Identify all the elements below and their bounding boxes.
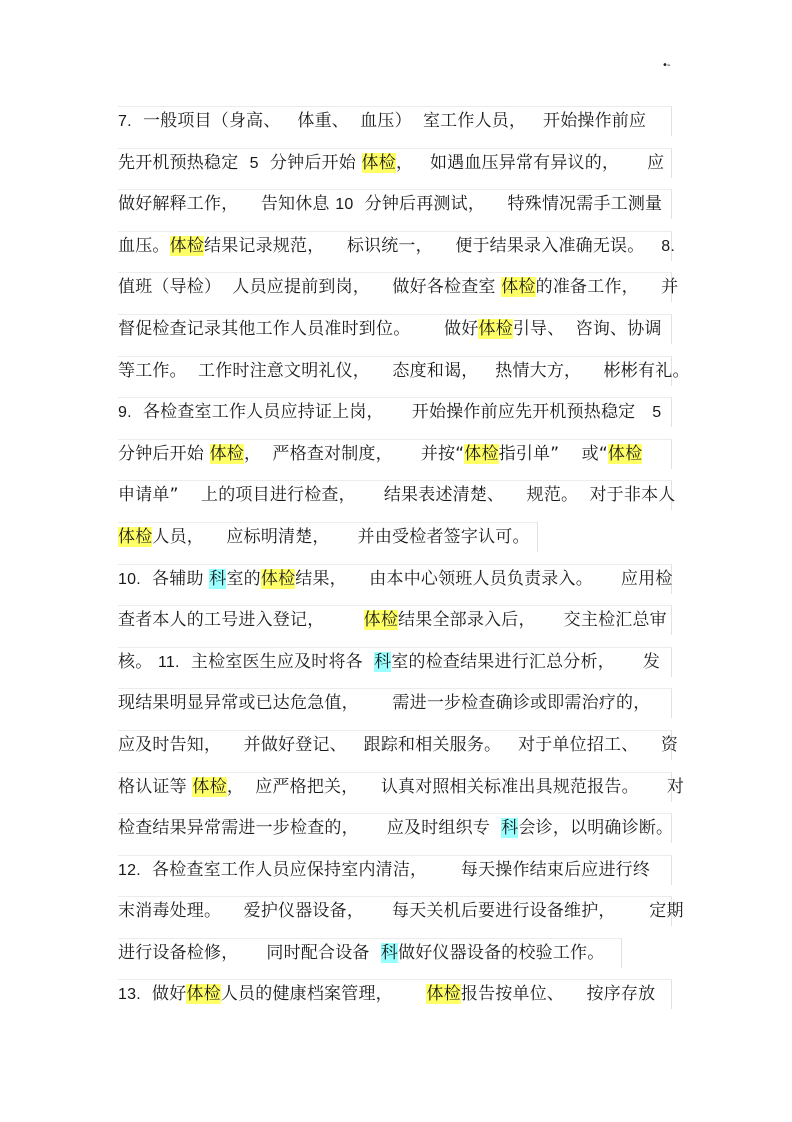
text-run: 做好 — [140, 984, 187, 1005]
item-number: 10. — [118, 570, 141, 588]
text-run: 引导、 咨询、协调 — [512, 318, 662, 339]
text-run: 等工作。 工作时注意文明礼仪， 态度和谒， 热情大方， 彬彬有礼。 — [118, 360, 690, 381]
line-text — [118, 399, 661, 426]
text-run: 分钟后开始 — [258, 152, 362, 173]
text-run: ， 应严格把关， 认真对照相关标准出具规范报告。 对 — [226, 776, 685, 797]
highlighted-term: 体检 — [607, 443, 643, 464]
item-number: 10 — [335, 196, 354, 214]
highlighted-term: 体检 — [169, 235, 205, 256]
line-text — [118, 940, 604, 966]
line-text — [118, 898, 684, 924]
line-text — [118, 690, 650, 716]
text-run: 结果， 由本中心领班人员负责录入。 应用检 — [295, 568, 673, 589]
line-text — [118, 774, 684, 800]
highlighted-term: 体检 — [209, 443, 245, 464]
text-line — [118, 308, 672, 350]
text-run: 报告按单位、 按序存放 — [460, 984, 656, 1005]
item-number: 5 — [249, 154, 259, 172]
text-run: 分钟后开始 — [118, 443, 210, 464]
text-line — [118, 599, 672, 641]
text-run: 各检查室工作人员应持证上岗， 开始操作前应先开机预热稳定 — [131, 402, 653, 423]
line-text — [118, 482, 675, 508]
line-text — [118, 274, 678, 300]
text-line — [118, 807, 672, 849]
text-run: 的准备工作， 并 — [535, 277, 679, 298]
highlighted-term: 体检 — [363, 610, 399, 631]
text-run: 查者本人的工号进入登记， — [118, 610, 364, 631]
highlighted-term: 体检 — [426, 984, 461, 1005]
item-number: 13. — [118, 986, 141, 1004]
text-line — [118, 516, 672, 558]
text-run: 做好仪器设备的校验工作。 — [398, 942, 605, 963]
page-corner-mark: •- — [662, 60, 670, 71]
text-run: 格认证等 — [118, 776, 193, 797]
text-line — [118, 183, 672, 225]
text-run: 一般项目（身高、 体重、 血压） 室工作人员， 开始操作前应 — [131, 111, 647, 131]
item-number: 7. — [118, 113, 132, 130]
text-line — [118, 266, 679, 308]
text-run: 做好解释工作， 告知休息 — [118, 194, 336, 215]
highlighted-term: 体检 — [192, 776, 227, 797]
highlighted-term: 体检 — [186, 984, 221, 1005]
text-run: 先开机预热稳定 — [118, 152, 250, 173]
text-run: 现结果明显异常或已达危急值， 需进一步检查确诊或即需治疗的， — [118, 693, 651, 714]
text-run: 室的 — [226, 568, 261, 589]
text-line — [118, 474, 676, 516]
text-line — [118, 558, 672, 600]
text-line — [118, 225, 676, 267]
text-line — [118, 890, 684, 932]
text-run: 各检查室工作人员应保持室内清洁， 每天操作结束后应进行终 — [140, 859, 651, 880]
item-number: 5 — [652, 404, 662, 422]
text-run: 结果记录规范， 标识统一， 便于结果录入准确无误。 — [204, 235, 662, 256]
highlighted-term: 体检 — [464, 443, 499, 464]
text-run: 主检室医生应及时将各 — [179, 651, 375, 672]
text-run: 应及时告知， 并做好登记、 跟踪和相关服务。 对于单位招工、 资 — [118, 734, 679, 755]
highlighted-dept: 科 — [380, 942, 399, 963]
text-run: 人员， 应标明清楚， 并由受检者签字认可。 — [152, 526, 530, 547]
item-number: 8. — [661, 237, 676, 255]
text-line — [118, 391, 672, 433]
text-line — [118, 973, 672, 1015]
text-run: 分钟后再测试， 特殊情况需手工测量 — [353, 194, 663, 215]
line-text — [118, 233, 675, 260]
text-run: 室的检查结果进行汇总分析， 发 — [391, 651, 661, 672]
text-run: ， 如遇血压异常有异议的， 应 — [395, 152, 665, 173]
line-text — [118, 815, 673, 841]
line-text — [118, 150, 664, 177]
highlighted-term: 体检 — [118, 526, 153, 547]
text-run: 各辅助 — [140, 568, 210, 589]
text-run: 人员的健康档案管理， — [220, 984, 427, 1005]
line-text — [118, 607, 667, 633]
text-run: ， 严格查对制度， 并按“ — [244, 443, 465, 464]
item-number: 9. — [118, 404, 132, 422]
highlighted-term: 体检 — [501, 277, 536, 298]
text-run: 检查结果异常需进一步检查的， 应及时组织专 — [118, 818, 502, 839]
highlighted-dept: 科 — [209, 568, 227, 589]
text-run: 申请单” 上的项目进行检查， 结果表述清楚、 规范。 对于非本人 — [118, 485, 676, 506]
text-run: 值班（导检） 人员应提前到岗， 做好各检查室 — [118, 277, 502, 298]
line-text — [118, 316, 662, 342]
line-text — [118, 649, 660, 676]
text-run: 核。 — [118, 651, 159, 672]
text-line — [118, 433, 672, 475]
highlighted-dept: 科 — [501, 818, 519, 839]
line-text — [118, 981, 655, 1008]
line-text — [118, 358, 690, 384]
line-text — [118, 857, 650, 884]
line-text — [118, 566, 673, 593]
highlighted-term: 体检 — [478, 318, 513, 339]
highlighted-term: 体检 — [260, 568, 296, 589]
text-run: 末消毒处理。 爱护仪器设备， 每天关机后要进行设备维护， 定期 — [118, 901, 684, 922]
text-line — [118, 724, 679, 766]
text-run: 督促检查记录其他工作人员准时到位。 做好 — [118, 318, 479, 339]
text-run: 血压。 — [118, 235, 170, 256]
item-number: 11. — [158, 653, 180, 671]
highlighted-term: 体检 — [361, 152, 396, 173]
text-line — [118, 641, 672, 683]
text-line — [118, 350, 690, 392]
line-text — [118, 732, 678, 758]
highlighted-dept: 科 — [374, 651, 392, 672]
item-number: 12. — [118, 861, 141, 879]
line-text — [118, 191, 662, 218]
text-line — [118, 682, 672, 724]
text-run: 指引单” 或“ — [498, 443, 608, 464]
line-text — [118, 524, 530, 550]
document-body — [118, 100, 690, 1015]
text-run: 会诊，以明确诊断。 — [518, 818, 674, 839]
line-text — [118, 108, 646, 135]
text-line — [118, 100, 672, 142]
text-line — [118, 932, 672, 974]
text-line — [118, 142, 672, 184]
line-text — [118, 441, 642, 467]
text-line — [118, 849, 672, 891]
text-run: 进行设备检修， 同时配合设备 — [118, 942, 381, 963]
text-run: 结果全部录入后， 交主检汇总审 — [398, 610, 667, 631]
text-line — [118, 766, 685, 808]
